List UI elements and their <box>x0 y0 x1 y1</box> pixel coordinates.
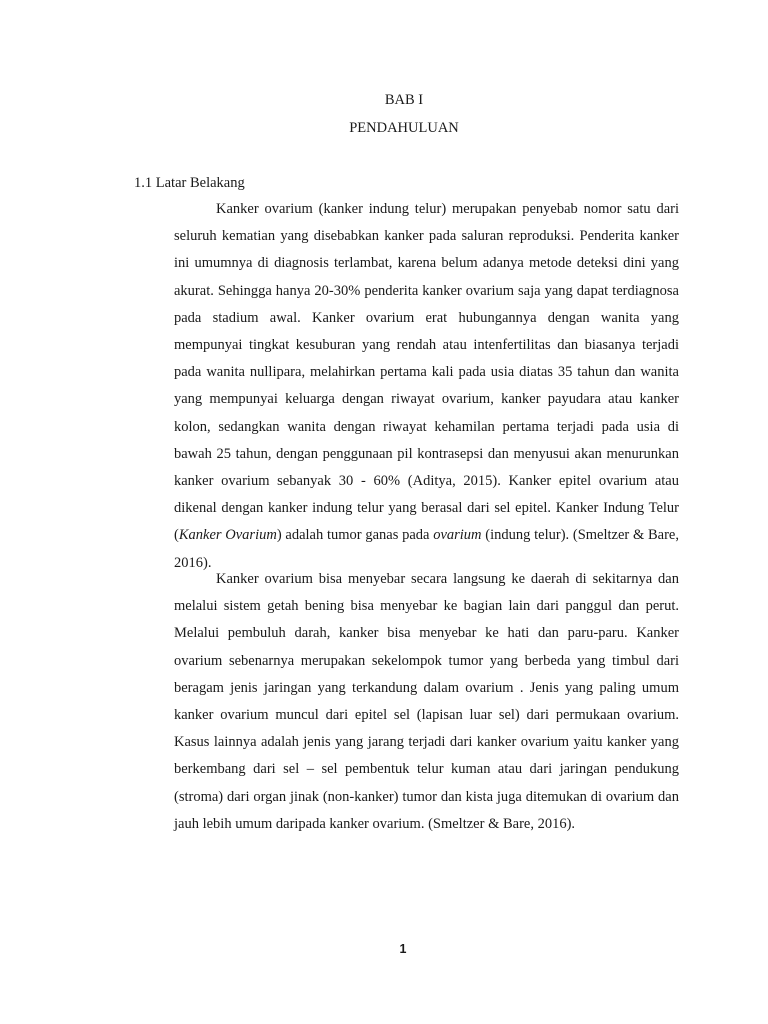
paragraph-1-text-c: (indung telur). (Smeltzer & Bare, 2016). <box>174 527 679 571</box>
paragraph-2 <box>174 566 679 838</box>
page-number: 1 <box>399 942 407 956</box>
chapter-number: BAB I <box>384 92 424 108</box>
paragraph-1-italic-term-2: ovarium <box>433 527 482 544</box>
paragraph-2-text: Kanker ovarium bisa menyebar secara langsung ke daerah di sekitarnya dan melalui sistem getah bening bisa menyebar ke bagian lain dari panggul dan perut. Melalui pembuluh darah, kanker bisa menyebar ke hati dan paru-paru. Kanker ovarium sebenarnya merupakan sekelompok tumor yang berbeda yang timbul dari beragam jenis jaringan yang terkandung dalam ovarium . Jenis yang paling umum kanker ovarium muncul dari epitel sel (lapisan luar sel) dari permukaan ovarium. Kasus lainnya adalah jenis yang jarang terjadi dari kanker ovarium yaitu kanker yang berkembang dari sel – sel pembentuk telur kuman atau dari jaringan pendukung (stroma) dari organ jinak (non-kanker) tumor dan kista juga ditemukan di ovarium dan jauh lebih umum daripada kanker ovarium. (Smeltzer & Bare, 2016). <box>174 571 679 832</box>
chapter-title: PENDAHULUAN <box>349 120 459 136</box>
paragraph-1-text-b: ) adalah tumor ganas pada <box>276 527 434 544</box>
paragraph-1-italic-term-1: Kanker Ovarium <box>178 527 277 544</box>
paragraph-1-text-a: Kanker ovarium (kanker indung telur) merupakan penyebab nomor satu dari seluruh kematian yang disebabkan kanker pada saluran reproduksi. Penderita kanker ini umumnya di diagnosis terlambat, karena belum adanya metode deteksi dini yang akurat. Sehingga hanya 20-30% penderita kanker ovarium saja yang dapat terdiagnosa pada stadium awal. Kanker ovarium erat hubungannya dengan wanita yang mempunyai tingkat kesuburan yang rendah atau intenfertilitas dan biasanya terjadi pada wanita nullipara, melahirkan pertama kali pada usia diatas 35 tahun dan wanita yang mempunyai keluarga dengan riwayat ovarium, kanker payudara atau kanker kolon, sedangkan wanita dengan riwayat kehamilan pertama terjadi pada usia di bawah 25 tahun, dengan penggunaan pil kontrasepsi dan menyusui akan menurunkan kanker ovarium sebanyak 30 - 60% (Aditya, 2015). Kanker epitel ovarium atau dikenal dengan kanker indung telur yang berasal dari sel epitel. Kanker Indung Telur ( <box>174 201 679 544</box>
paragraph-1 <box>174 196 679 577</box>
section-heading: 1.1 Latar Belakang <box>134 175 245 191</box>
